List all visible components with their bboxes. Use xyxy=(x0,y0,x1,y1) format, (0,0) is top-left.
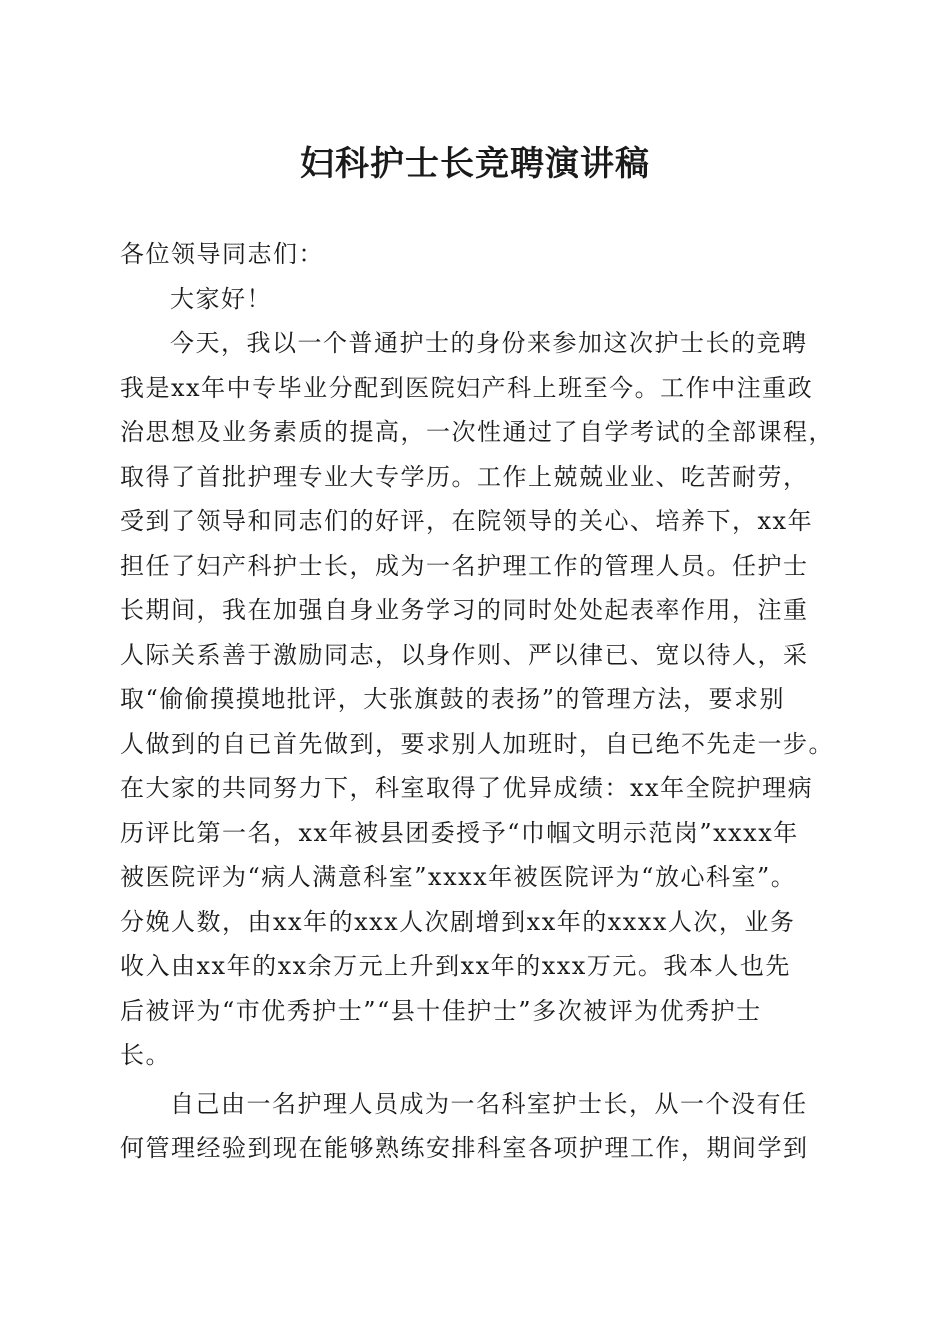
paragraph-1-line: 被医院评为“病人满意科室”xxxx年被医院评为“放心科室”。 xyxy=(120,863,797,891)
paragraph-2-line: 何管理经验到现在能够熟练安排科室各项护理工作，期间学到 xyxy=(120,1134,809,1162)
paragraph-1-line: 取得了首批护理专业大专学历。工作上兢兢业业、吃苦耐劳， xyxy=(120,462,809,491)
document-body xyxy=(120,232,835,1171)
salutation-line: 各位领导同志们： xyxy=(120,240,324,268)
paragraph-1-line: 我是xx年中专毕业分配到医院妇产科上班至今。工作中注重政 xyxy=(120,373,814,402)
paragraph-1-line: 收入由xx年的xx余万元上升到xx年的xxx万元。我本人也先 xyxy=(120,952,791,980)
paragraph-1-line: 受到了领导和同志们的好评，在院领导的关心、培养下，xx年 xyxy=(120,507,814,535)
paragraph-1-line: 今天，我以一个普通护士的身份来参加这次护士长的竞聘 xyxy=(170,329,808,357)
document-title: 妇科护士长竞聘演讲稿 xyxy=(300,144,650,184)
greeting-line: 大家好！ xyxy=(170,284,272,313)
paragraph-1-line: 后被评为“市优秀护士”“县十佳护士”多次被评为优秀护士 xyxy=(120,996,762,1025)
paragraph-1-line: 担任了妇产科护士长，成为一名护理工作的管理人员。任护士 xyxy=(120,551,809,580)
paragraph-1-line: 长期间，我在加强自身业务学习的同时处处起表率作用，注重 xyxy=(120,596,809,624)
paragraph-1-line: 治思想及业务素质的提高，一次性通过了自学考试的全部课程， xyxy=(120,418,834,446)
paragraph-1 xyxy=(120,321,835,1078)
paragraph-1-line: 长。 xyxy=(120,1041,171,1069)
paragraph-2 xyxy=(120,1082,835,1171)
paragraph-1-line: 在大家的共同努力下，科室取得了优异成绩：xx年全院护理病 xyxy=(120,774,814,802)
paragraph-1-line: 取“偷偷摸摸地批评，大张旗鼓的表扬”的管理方法，要求别 xyxy=(120,685,786,713)
paragraph-1-line: 人际关系善于激励同志，以身作则、严以律已、宽以待人，采 xyxy=(120,640,809,669)
paragraph-1-line: 分娩人数，由xx年的xxx人次剧增到xx年的xxxx人次，业务 xyxy=(120,907,796,936)
paragraph-2-line: 自己由一名护理人员成为一名科室护士长，从一个没有任 xyxy=(170,1089,808,1118)
paragraph-1-line: 人做到的自已首先做到，要求别人加班时，自已绝不先走一步。 xyxy=(120,729,834,758)
paragraph-1-line: 历评比第一名，xx年被县团委授予“巾帼文明示范岗”xxxx年 xyxy=(120,818,799,847)
